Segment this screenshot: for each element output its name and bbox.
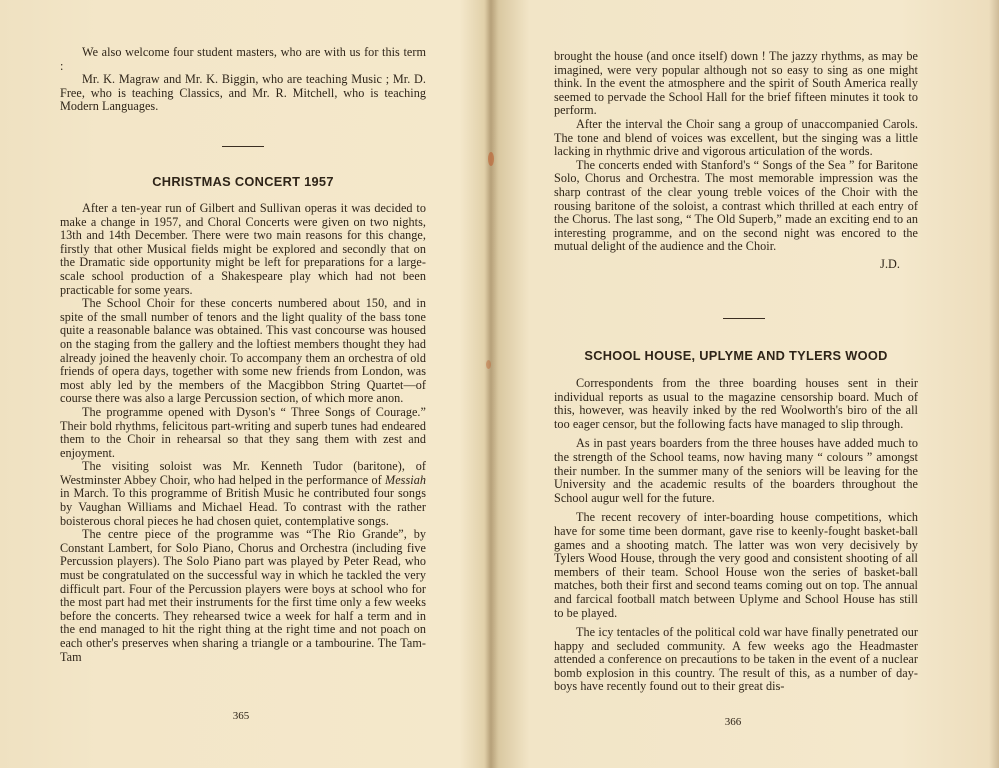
intro-paragraph: We also welcome four student masters, who are with us for this term : <box>60 45 426 73</box>
body-paragraph: The icy tentacles of the political cold war have finally penetrated our happy and secluded community. A few weeks ago the Headmaster attended a conference on precautions to be taken in the event of a nuclear bomb explosion in this country. The result of this, as a number of day-boys have recently found out to their great dis- <box>554 625 918 694</box>
italic-title: Messiah <box>385 472 426 487</box>
text-run: The visiting soloist was Mr. Kenneth Tudor (baritone), of Westminster Abbey Choir, who had helped in the performance of <box>60 459 426 487</box>
body-paragraph: As in past years boarders from the three houses have added much to the strength of the School teams, now having many “ colours ” amongst their number. In the summer many of the seniors will be leaving for the University and the academic results of the boarders throughout the School augur well for the future. <box>554 436 918 505</box>
ink-stain <box>486 360 491 369</box>
section-heading: CHRISTMAS CONCERT 1957 <box>152 174 334 189</box>
body-paragraph: After a ten-year run of Gilbert and Sullivan operas it was decided to make a change in 1957, and Choral Concerts were given on two nights, 13th and 14th December. There were two main reasons for this change, firstly that other Musical fields might be explored and secondly that on the Dramatic side opportunity might be left for preparations for a large-scale school production of a Shakespeare play which had not been practicable for some years. <box>60 201 426 297</box>
right-top <box>554 50 918 272</box>
right-body <box>554 377 918 694</box>
body-paragraph: The recent recovery of inter-boarding house competitions, which have for some time been dormant, gave rise to keenly-fought basket-ball games and a shooting match. The latter was won very decisively by Tylers Wood House, through the very good and consistent shooting of all members of their team. School House won the series of basket-ball matches, both their first and second teams coming out on top. The annual and farcical football match between Uplyme and School House has still to be played. <box>554 510 918 620</box>
ink-stain <box>488 152 494 166</box>
section-divider <box>723 318 765 319</box>
concert-heading-wrap <box>60 175 426 189</box>
body-paragraph: The centre piece of the programme was “The Rio Grande”, by Constant Lambert, for Solo Piano, Chorus and Orchestra (including five Percussion players). The Solo Piano part was played by Peter Read, who must be congratulated on the successful way in which he tackled the very difficult part. Four of the Percussion players were boys at school who for the most part had met their instruments for the first time only a few weeks before the concerts. They rehearsed twice a week for half a term and in the end managed to hit the right thing at the right time and not poach on each other's preserves when sharing a triangle or a tambourine. The Tam-Tam <box>60 527 426 664</box>
section-divider <box>222 146 264 147</box>
body-paragraph <box>60 460 426 528</box>
body-paragraph: The concerts ended with Stanford's “ Songs of the Sea ” for Baritone Solo, Chorus and Orchestra. The most memorable impression was the sharp contrast of the clear young treble voices of the Choir with the rousing baritone of the soloist, a contrast which thrilled at each entry of the Chorus. The last song, “ The Old Superb,” made an exciting end to an interesting programme, and on the second night was encored to the mutual delight of the audience and the Choir. <box>554 157 918 254</box>
body-paragraph: After the interval the Choir sang a group of unaccompanied Carols. The tone and blend of voices was excellent, but the singing was a little lacking in rhythmic drive and vigorous articulation of the words. <box>554 116 918 159</box>
signature: J.D. <box>880 256 900 271</box>
body-paragraph: The programme opened with Dyson's “ Three Songs of Courage.” Their bold rhythms, felicitous part-writing and superb tunes had endeared them to the Choir in rehearsal so that they sang them with zest and enjoyment. <box>60 404 426 460</box>
body-paragraph: Correspondents from the three boarding houses sent in their individual reports as usual to the magazine censorship board. Much of this, however, was heavily inked by the red Woolworth's biro of the all too eager censor, but the following facts have managed to slip through. <box>554 376 918 431</box>
section-heading: SCHOOL HOUSE, UPLYME AND TYLERS WOOD <box>584 348 888 363</box>
left-page <box>0 0 485 768</box>
text-run: in March. To this programme of British Music he contributed four songs by Vaughan Williams and Michael Head. To contrast with the rather boisterous choral pieces he had chosen quiet, contemplative songs. <box>60 486 426 528</box>
page-number: 365 <box>232 710 250 722</box>
intro-paragraph: Mr. K. Magraw and Mr. K. Biggin, who are teaching Music ; Mr. D. Free, who is teaching Classics, and Mr. R. Mitchell, who is teaching Modern Languages. <box>60 72 426 114</box>
body-paragraph: brought the house (and once itself) down ! The jazzy rhythms, as may be imagined, were very popular although not so easy to sing as one might think. In the event the atmosphere and the spirit of South America really seemed to pervade the School Hall for the brief fifteen minutes it took to perform. <box>554 49 918 118</box>
house-heading-wrap <box>554 349 918 363</box>
body-paragraph: The School Choir for these concerts numbered about 150, and in spite of the small number of tenors and the light quality of the bass tone quite a reasonable balance was obtained. This vast concourse was housed on the staging from the gallery and the loftiest members thought they had already joined the heavenly choir. To accompany them an orchestra of old friends of opera days, together with some new friends from London, was most ably led by the members of the Macgibbon String Quartet—of course there was also a large Percussion section, of which more anon. <box>60 296 426 406</box>
right-page <box>499 0 999 768</box>
page-number: 366 <box>724 716 742 728</box>
book-gutter <box>484 0 498 768</box>
left-body <box>60 202 426 664</box>
left-intro <box>60 46 426 114</box>
